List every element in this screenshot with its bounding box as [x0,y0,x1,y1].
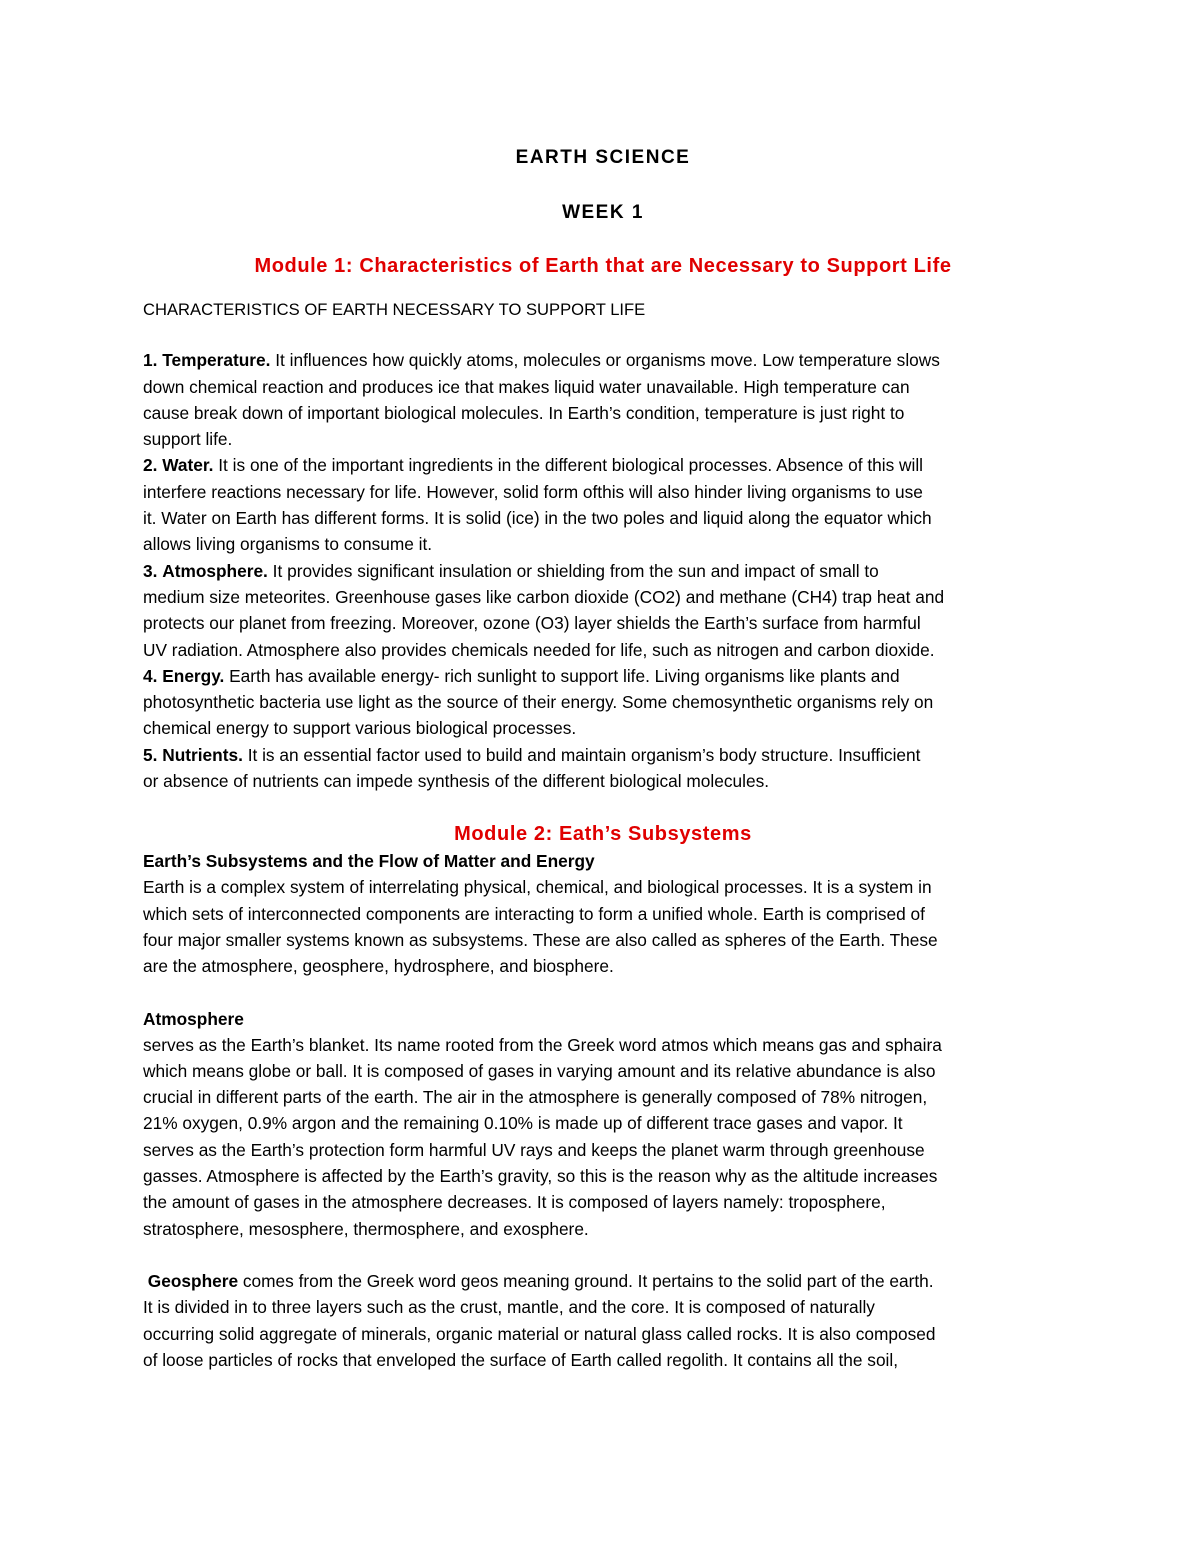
item-number: 5. [143,744,158,765]
item-text-line: support life. [143,429,233,450]
item-text-line: protects our planet from freezing. Moreover, ozone (O3) layer shields the Earth’s surface from harmful [143,613,921,634]
list-item-temperature [143,347,1063,452]
item-term: Water. [162,455,214,476]
item-term: Energy. [162,665,225,686]
item-number: 2. [143,455,158,476]
section-label: CHARACTERISTICS OF EARTH NECESSARY TO SUPPORT LIFE [143,300,646,319]
list-item-energy [143,663,1063,742]
geosphere-term: Geosphere [143,1270,239,1291]
geosphere-line: It is divided in to three layers such as the crust, mantle, and the core. It is composed of naturally [143,1297,875,1318]
item-text-line: or absence of nutrients can impede synthesis of the different biological molecules. [143,771,770,792]
atmosphere-line: stratosphere, mesosphere, thermosphere, and exosphere. [143,1218,589,1239]
item-term: Atmosphere. [162,560,268,581]
item-text-line: chemical energy to support various biological processes. [143,718,577,739]
subsystems-subheading: Earth’s Subsystems and the Flow of Matter and Energy [143,851,595,872]
paragraph-gap [143,1242,1063,1268]
atmosphere-line: gasses. Atmosphere is affected by the Earth’s gravity, so this is the reason why as the altitude increases [143,1166,938,1187]
atmosphere-line: serves as the Earth’s blanket. Its name rooted from the Greek word atmos which means gas and sphaira [143,1034,942,1055]
atmosphere-line: which means globe or ball. It is composed of gases in varying amount and its relative abundance is also [143,1060,936,1081]
item-text-line: It provides significant insulation or shielding from the sun and impact of small to [267,560,879,581]
list-item-water [143,452,1063,557]
atmosphere-heading: Atmosphere [143,1008,244,1029]
item-text-line: down chemical reaction and produces ice that makes liquid water unavailable. High temperature can [143,376,910,397]
intro-line: four major smaller systems known as subsystems. These are also called as spheres of the Earth. These [143,929,938,950]
item-number: 1. [143,350,158,371]
list-item-atmosphere [143,558,1063,663]
intro-line: Earth is a complex system of interrelating physical, chemical, and biological processes. It is a system in [143,877,932,898]
paragraph-gap [143,980,1063,1006]
item-term: Nutrients. [162,744,243,765]
geosphere-line: occurring solid aggregate of minerals, organic material or natural glass called rocks. It is also composed [143,1323,936,1344]
item-text-line: photosynthetic bacteria use light as the source of their energy. Some chemosynthetic organisms rely on [143,692,934,713]
atmosphere-line: 21% oxygen, 0.9% argon and the remaining 0.10% is made up of different trace gases and vapor. It [143,1113,903,1134]
geosphere-paragraph [143,1268,1063,1373]
item-text-line: medium size meteorites. Greenhouse gases like carbon dioxide (CO2) and methane (CH4) trap heat and [143,586,945,607]
characteristics-list [143,347,1063,794]
module-2-heading: Module 2: Eath’s Subsystems [454,823,752,846]
geosphere-line: of loose particles of rocks that enveloped the surface of Earth called regolith. It contains all the soil, [143,1349,899,1370]
item-text-line: allows living organisms to consume it. [143,534,433,555]
item-text-line: It is an essential factor used to build and maintain organism’s body structure. Insufficient [242,744,921,765]
item-text-line: cause break down of important biological molecules. In Earth’s condition, temperature is just right to [143,402,905,423]
document-title: EARTH SCIENCE [515,147,691,168]
intro-line: which sets of interconnected components are interacting to form a unified whole. Earth is comprised of [143,903,925,924]
atmosphere-line: crucial in different parts of the earth. The air in the atmosphere is generally composed of 78% nitrogen, [143,1087,928,1108]
item-text-line: it. Water on Earth has different forms. It is solid (ice) in the two poles and liquid along the equator which [143,508,932,529]
document-content [143,144,1063,1373]
module-1-heading: Module 1: Characteristics of Earth that are Necessary to Support Life [254,255,952,277]
item-text-line: Earth has available energy- rich sunlight to support life. Living organisms like plants and [224,665,900,686]
item-text-line: It influences how quickly atoms, molecules or organisms move. Low temperature slows [270,350,940,371]
item-number: 4. [143,665,158,686]
atmosphere-line: the amount of gases in the atmosphere decreases. It is composed of layers namely: troposphere, [143,1192,886,1213]
list-item-nutrients [143,742,1063,795]
geosphere-line: comes from the Greek word geos meaning ground. It pertains to the solid part of the earth. [238,1270,934,1291]
intro-line: are the atmosphere, geosphere, hydrosphere, and biosphere. [143,956,614,977]
item-text-line: UV radiation. Atmosphere also provides chemicals needed for life, such as nitrogen and carbon dioxide. [143,639,935,660]
item-term: Temperature. [162,350,271,371]
subsystems-intro [143,874,1063,979]
item-number: 3. [143,560,158,581]
atmosphere-paragraph [143,1032,1063,1242]
atmosphere-line: serves as the Earth’s protection form harmful UV rays and keeps the planet warm through greenhouse [143,1139,925,1160]
item-text-line: It is one of the important ingredients in the different biological processes. Absence of this will [213,455,924,476]
item-text-line: interfere reactions necessary for life. However, solid form ofthis will also hinder living organisms to use [143,481,923,502]
week-label: WEEK 1 [562,202,644,223]
